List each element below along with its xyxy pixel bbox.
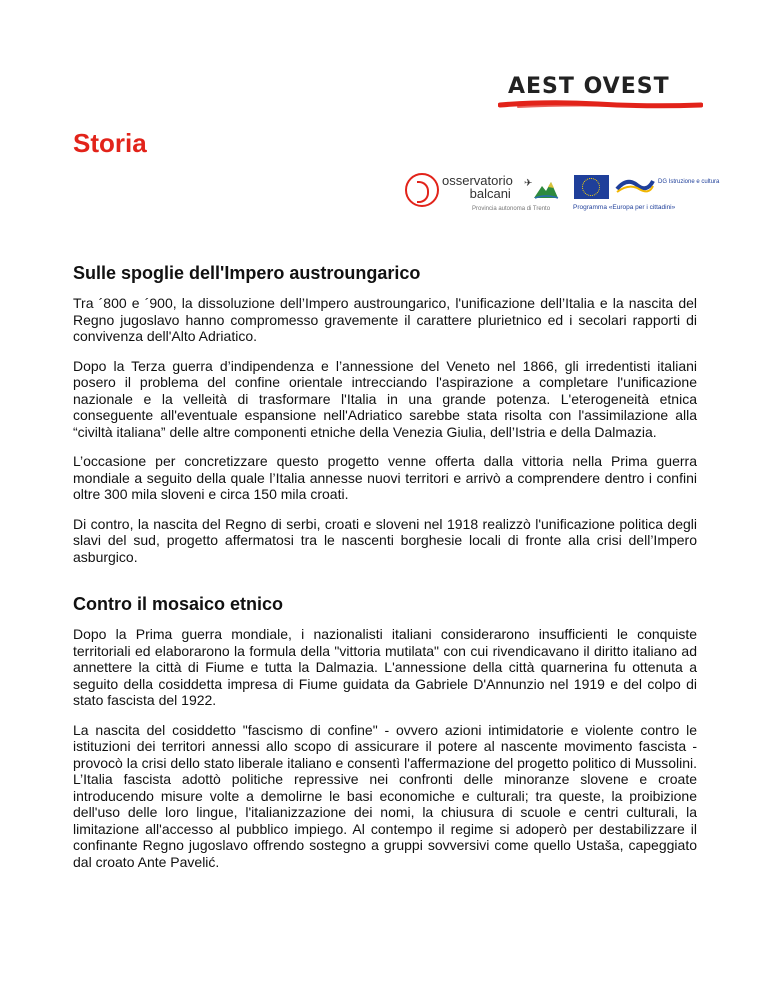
programme-text: Programma «Europa per i cittadini» — [573, 204, 676, 211]
osservatorio-subtitle: Provincia autonoma di Trento — [472, 206, 551, 212]
dg-education-logo-icon — [615, 175, 655, 195]
osservatorio-logo-icon — [405, 173, 439, 207]
brush-stroke-icon — [498, 100, 703, 110]
eu-flag-icon — [574, 175, 609, 199]
paragraph: La nascita del cosiddetto "fascismo di confine" - ovvero azioni intimidatorie e violente contro le istituzioni dei territori annessi allo scopo di assicurare il potere al nascente movimento fascista - provocò la crisi dello stato liberale italiano e consentì l'affermazione del progetto politico di Mussolini. L’Italia fascista adottò politiche repressive nei confronti delle minoranze slovene e croate introducendo misure volte a demolirne le basi economiche e culturali; tra queste, la proibizione dell'uso delle loro lingue, l'italianizzazione dei nomi, la chiusura di scuole e centri culturali, la limitazione all'accesso al pubblico impiego. Al contempo il regime si adoperò per destabilizzare il confinante Regno jugoslavo offrendo sostegno a gruppi sovversivi come quello Ustaša, capeggiato dal croato Ante Pavelić. — [73, 721, 697, 870]
bird-icon: ✈ — [524, 178, 533, 189]
partner-logos — [405, 170, 720, 218]
osservatorio-line2: balcani — [469, 186, 511, 201]
dg-text: DG Istruzione e cultura — [658, 179, 720, 185]
section-mosaico — [73, 593, 697, 870]
paragraph: Dopo la Terza guerra d’indipendenza e l’annessione del Veneto nel 1866, gli irredentisti italiani posero il problema del confine orientale intrecciando l'aspirazione a completare l'unificazione nazionale e la velleità di trasformare l'Italia in una grande potenza. L'eterogeneità etnica conseguente all'eventuale espansione nell'Adriatico sarebbe stata risolta con l'assimilazione alla “civiltà italiana” delle altre componenti etniche della Venezia Giulia, dell’Istria e della Dalmazia. — [73, 357, 697, 440]
mountain-logo-icon — [533, 178, 559, 200]
aest-ovest-logo — [498, 70, 703, 116]
logo-text: AEST OVEST — [508, 74, 670, 99]
paragraph: Tra ´800 e ´900, la dissoluzione dell’Impero austroungarico, l'unificazione dell’Italia e la nascita del Regno jugoslavo hanno compromesso gravemente il carattere plurietnico ed i secolari rapporti di convivenza dell'Alto Adriatico. — [73, 295, 697, 344]
paragraph: Dopo la Prima guerra mondiale, i nazionalisti italiani considerarono insufficienti le conquiste territoriali ed elaborarono la formula della "vittoria mutilata" con cui rivendicavano il diritto italiano ad annettere la città di Fiume e tutta la Dalmazia. L'annessione della città quarnerina fu ottenuta a seguito della cosiddetta impresa di Fiume guidata da Gabriele D'Annunzio nel 1919 e del colpo di stato fascista del 1922. — [73, 626, 697, 708]
osservatorio-line1: osservatorio — [442, 173, 513, 188]
section-heading: Contro il mosaico etnico — [73, 594, 284, 614]
osservatorio-name — [442, 174, 513, 200]
paragraph: Di contro, la nascita del Regno di serbi, croati e sloveni nel 1918 realizzò l'unificazione politica degli slavi del sud, progetto affermatosi tra le nascenti borghesie locali di fronte alla crisi dell’Impero asburgico. — [73, 515, 697, 565]
section-impero — [73, 262, 697, 565]
article-body — [73, 262, 697, 883]
page-title: Storia — [73, 128, 147, 158]
section-heading: Sulle spoglie dell'Impero austroungarico — [73, 263, 421, 283]
paragraph: L’occasione per concretizzare questo progetto venne offerta dalla vittoria nella Prima guerra mondiale a seguito della quale l’Italia annesse nuovi territori e arrivò a comprendere dentro i confini oltre 300 mila sloveni e circa 150 mila croati. — [73, 453, 697, 502]
